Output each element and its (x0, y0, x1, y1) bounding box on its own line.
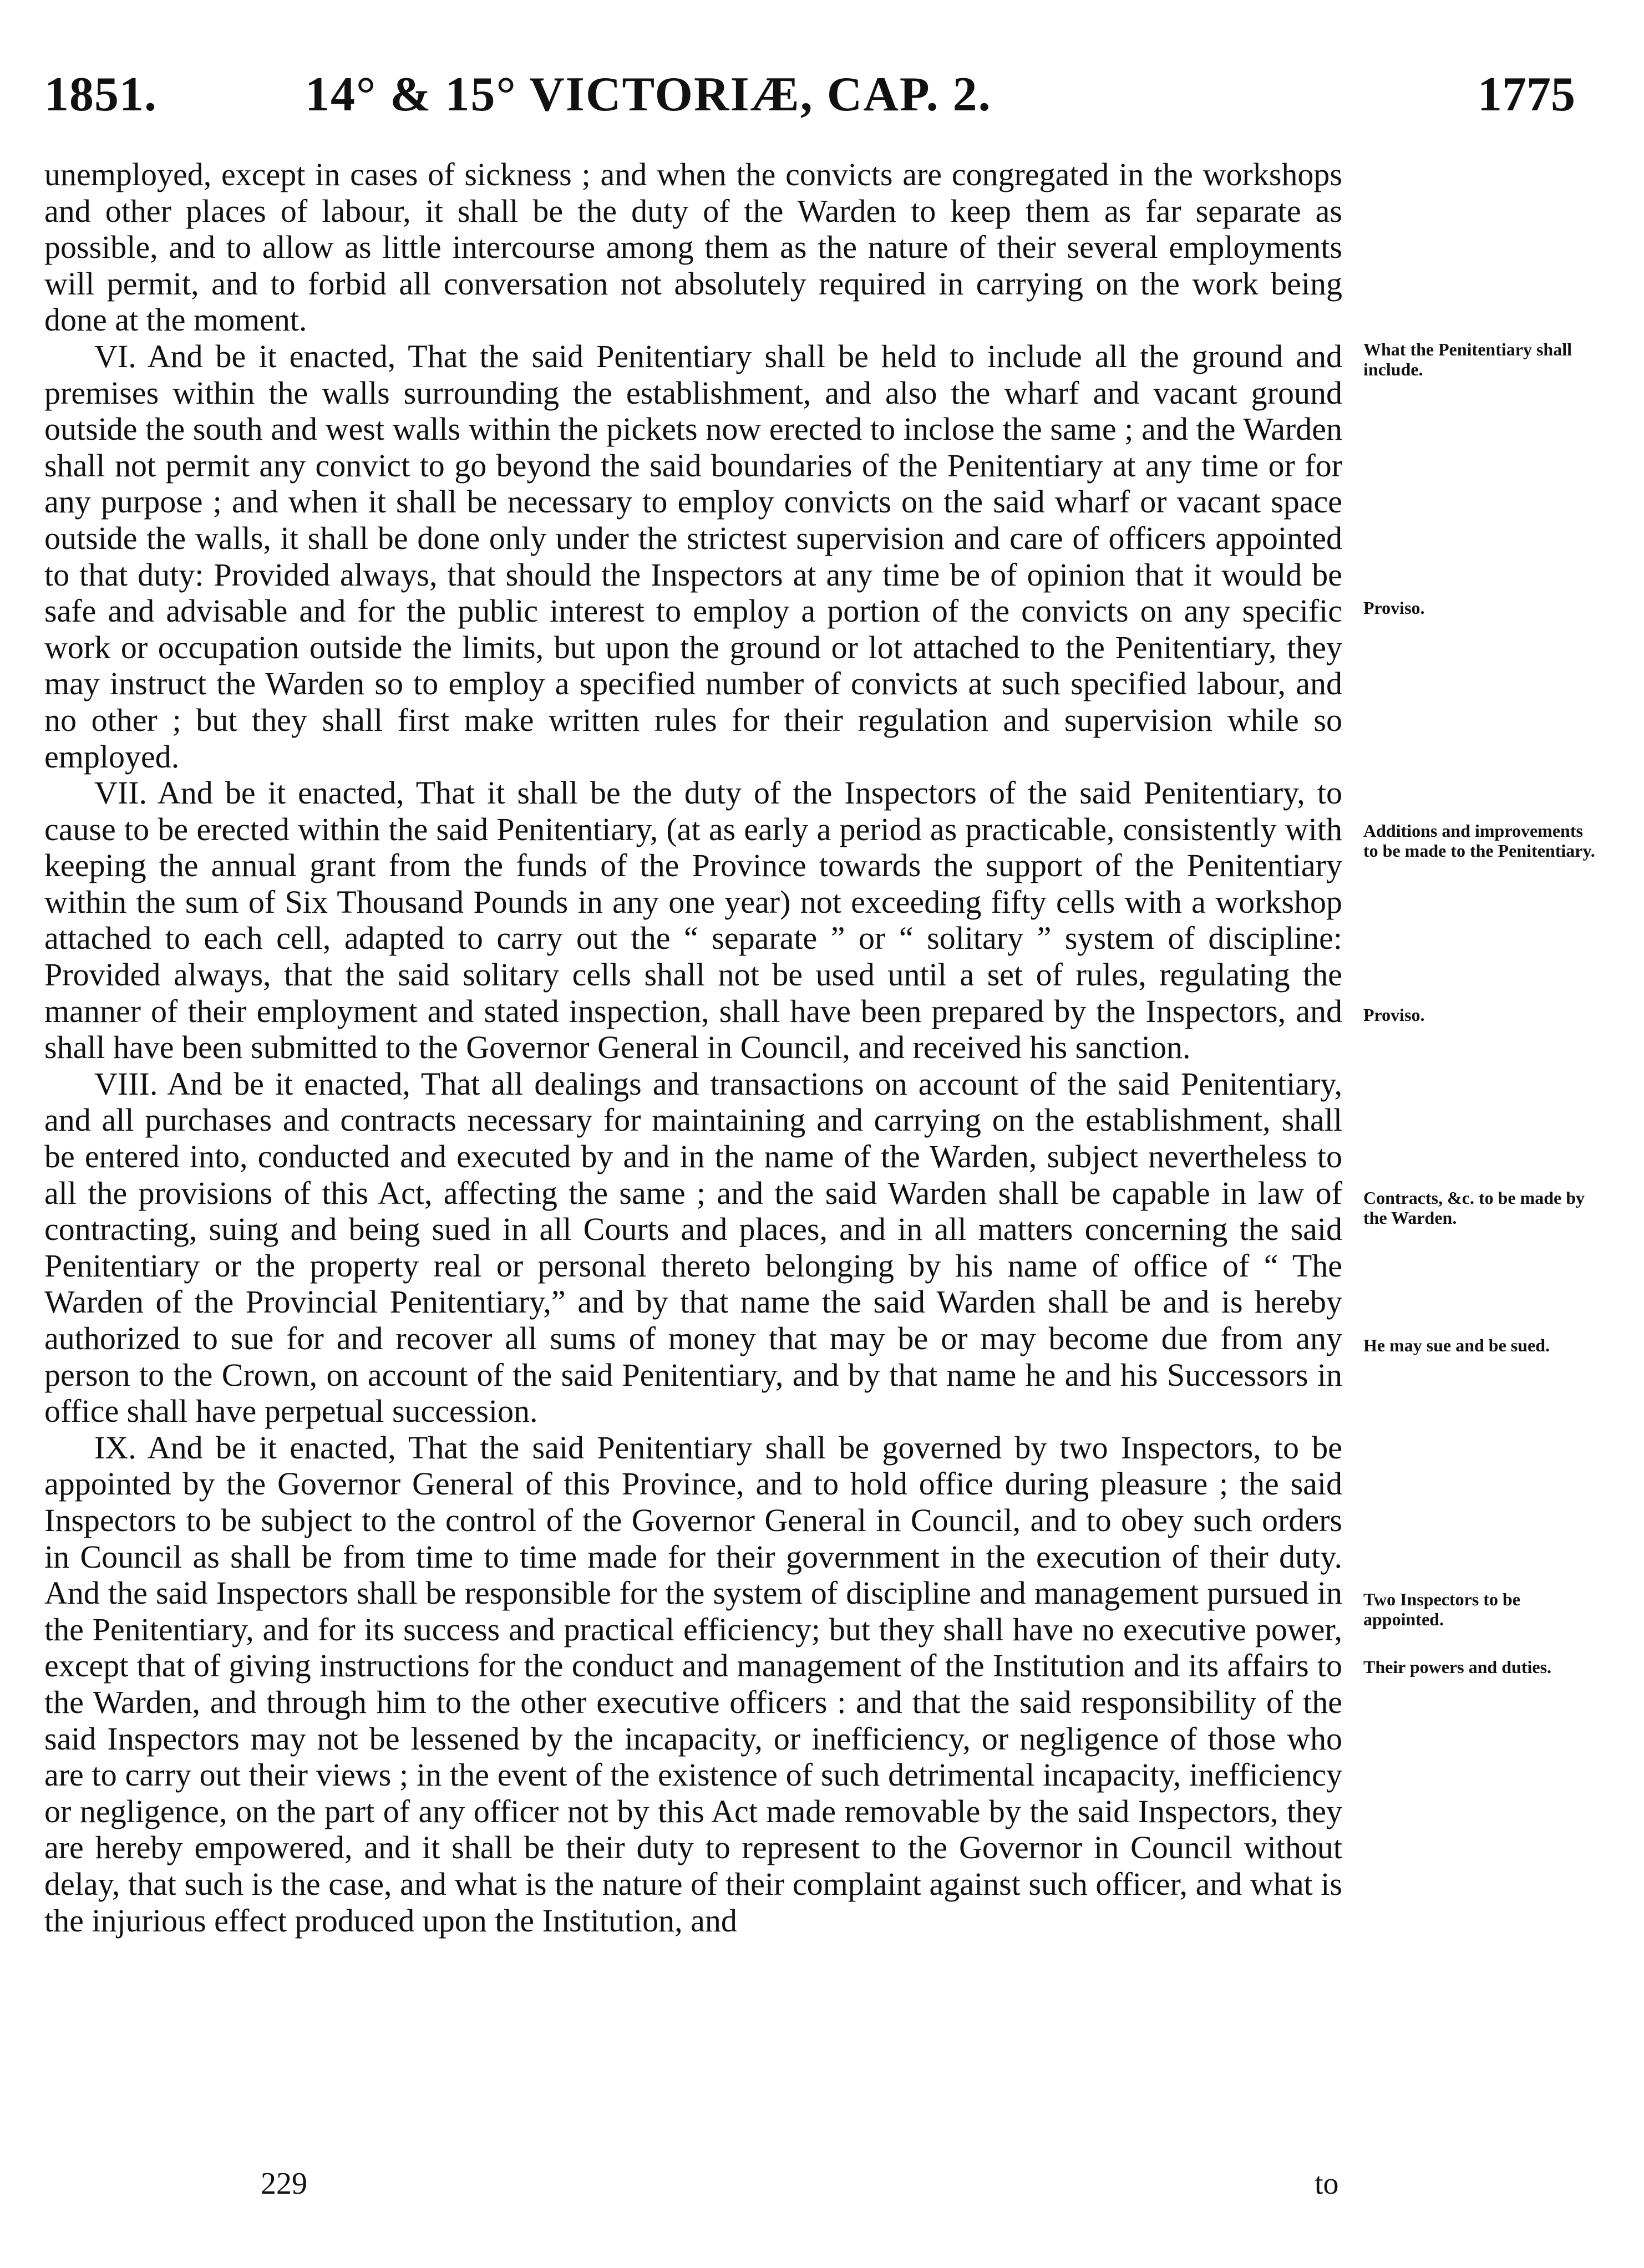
margin-note: Proviso. (1363, 1005, 1425, 1025)
body-text (44, 156, 1342, 1939)
margin-note: What the Penitentiary shall include. (1363, 339, 1572, 379)
margin-note: Proviso. (1363, 598, 1425, 618)
header-page-number: 1775 (1478, 68, 1575, 121)
margin-note: Contracts, &c. to be made by the Warden. (1363, 1188, 1585, 1228)
header-year: 1851. (44, 68, 157, 121)
header-title: 14° & 15° VICTORIÆ, CAP. 2. (305, 68, 992, 121)
margin-note: Additions and improvements to be made to the Penitentiary. (1363, 821, 1595, 861)
section-vi: VI. And be it enacted, That the said Penitentiary shall be held to include all the ground and premises within the walls surrounding the establishment, and also the wharf and vacant ground outside the south and west walls within the pickets now erected to inclose the same ; and the Warden shall not permit any convict to go beyond the said boundaries of the Penitentiary at any time or for any purpose ; and when it shall be necessary to employ convicts on the said wharf or vacant space outside the walls, it shall be done only under the strictest supervision and care of officers appointed to that duty: Provided always, that should the Inspectors at any time be of opinion that it would be safe and advisable and for the public interest to employ a portion of the convicts on any specific work or occupation outside the limits, but upon the ground or lot attached to the Penitentiary, they may instruct the Warden so to employ a specified number of convicts at such specified labour, and no other ; but they shall first make written rules for their regulation and supervision while so employed. (44, 338, 1342, 775)
page-header (44, 55, 1575, 133)
catchword: to (1315, 2167, 1339, 2201)
section-ix: IX. And be it enacted, That the said Penitentiary shall be governed by two Inspectors, to be appointed by the Governor General of this Province, and to hold office during pleasure ; the said Inspectors to be subject to the control of the Governor General in Council, and to obey such orders in Council as shall be from time to time made for their government in the execution of their duty. And the said Inspectors shall be responsible for the system of discipline and management pursued in the Penitentiary, and for its success and practical efficiency; but they shall have no executive power, except that of giving instructions for the conduct and management of the Institution and its affairs to the Warden, and through him to the other executive officers : and that the said responsibility of the said Inspectors may not be lessened by the incapacity, or inefficiency, or negligence of those who are to carry out their views ; in the event of the existence of such detrimental incapacity, inefficiency or negligence, on the part of any officer not by this Act made removable by the said Inspectors, they are hereby empowered, and it shall be their duty to represent to the Governor in Council without delay, that such is the case, and what is the nature of their complaint against such officer, and what is the injurious effect produced upon the Institution, and (44, 1429, 1342, 1939)
section-viii: VIII. And be it enacted, That all dealings and transactions on account of the said Penitentiary, and all purchases and contracts necessary for maintaining and carrying on the establishment, shall be entered into, conducted and executed by and in the name of the Warden, subject nevertheless to all the provisions of this Act, affecting the same ; and the said Warden shall be capable in law of contracting, suing and being sued in all Courts and places, and in all matters concerning the said Penitentiary or the property real or personal thereto belonging by his name of office of “ The Warden of the Provincial Penitentiary,” and by that name the said Warden shall be and is hereby authorized to sue for and recover all sums of money that may be or may become due from any person to the Crown, on account of the said Penitentiary, and by that name he and his Successors in office shall have perpetual succession. (44, 1065, 1342, 1430)
paragraph-continuation: unemployed, except in cases of sickness ; and when the convicts are congregated in the workshops and other places of labour, it shall be the duty of the Warden to keep them as far separate as possible, and to allow as little intercourse among them as the nature of their several employments will permit, and to forbid all conversation not absolutely required in carrying on the work being done at the moment. (44, 156, 1342, 338)
margin-note: Two Inspectors to be appointed. (1363, 1589, 1520, 1629)
signature-mark: 229 (261, 2167, 307, 2201)
section-vii: VII. And be it enacted, That it shall be the duty of the Inspectors of the said Penitentiary, to cause to be erected within the said Penitentiary, (at as early a period as practicable, consistently with keeping the annual grant from the funds of the Province towards the support of the Penitentiary within the sum of Six Thousand Pounds in any one year) not exceeding fifty cells with a workshop attached to each cell, adapted to carry out the “ separate ” or “ solitary ” system of discipline: Provided always, that the said solitary cells shall not be used until a set of rules, regulating the manner of their employment and stated inspection, shall have been prepared by the Inspectors, and shall have been submitted to the Governor General in Council, and received his sanction. (44, 775, 1342, 1066)
margin-note: Their powers and duties. (1363, 1657, 1552, 1677)
margin-note: He may sue and be sued. (1363, 1335, 1550, 1355)
